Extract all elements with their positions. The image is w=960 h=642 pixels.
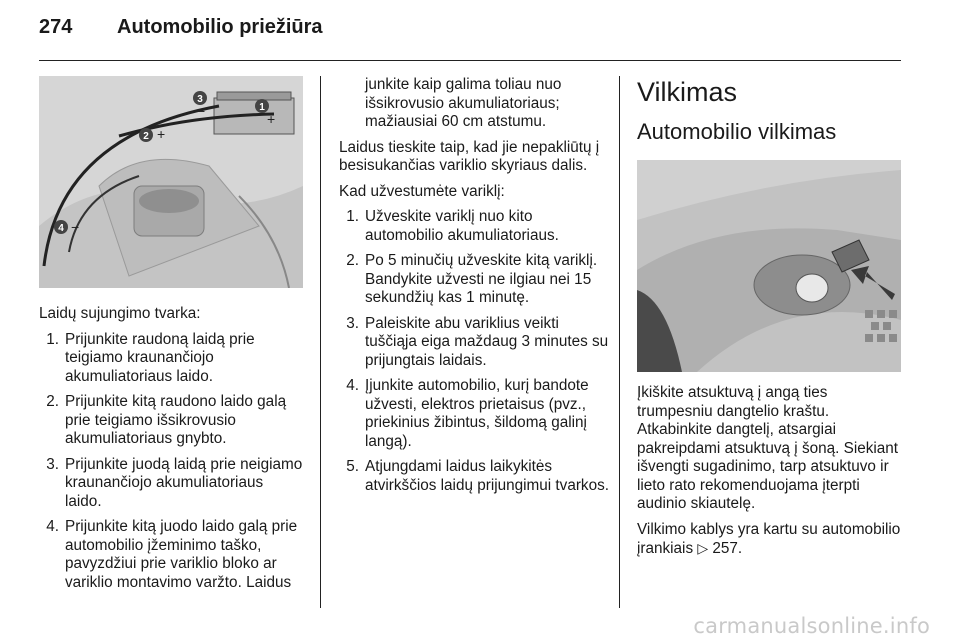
step-text: Prijunkite juodą laidą prie neigiamo kraunančiojo akumuliatoriaus laido. [65, 455, 303, 510]
page-reference-icon: ▷ [697, 540, 709, 556]
cable-routing-paragraph: Laidus tieskite taip, kad jie nepakliūtų į besisukančias variklio skyriaus dalis. [339, 138, 600, 174]
header-divider [39, 60, 901, 61]
list-item [39, 456, 303, 512]
marker-4-label: 4 [58, 223, 64, 234]
tow-eye-cover-illustration [637, 160, 901, 372]
page-header [39, 16, 323, 39]
list-item [39, 393, 303, 449]
step-text: Prijunkite kitą juodo laido galą prie automobilio įžeminimo taško, pavyzdžiui prie variklio bloko ar variklio montavimo varžto. Laidus [65, 518, 298, 591]
engine-bay-graphic [39, 76, 303, 288]
marker-2-sign: + [157, 126, 166, 142]
step-text: Prijunkite raudoną laidą prie teigiamo kraunančiojo akumuliatoriaus laido. [65, 330, 255, 385]
jump-start-illustration [39, 76, 303, 288]
left-column [39, 76, 303, 599]
marker-3-label: 3 [197, 94, 203, 105]
step-text: Paleiskite abu variklius veikti tuščiąja eiga maždaug 3 minutes su prijungtais laidais. [365, 314, 609, 369]
list-item [339, 458, 609, 495]
column-divider-right [619, 76, 620, 608]
list-item [339, 252, 609, 308]
tow-eye-text: Vilkimo kablys yra kartu su automobilio įrankiais [637, 520, 901, 557]
section-subheading: Automobilio vilkimas [637, 119, 837, 144]
step-number: 4. [346, 377, 359, 394]
list-item [39, 518, 303, 592]
marker-1-label: 1 [259, 102, 265, 113]
bumper-graphic [637, 160, 901, 372]
step-text: Po 5 minučių užveskite kitą variklį. Bandykite užvesti ne ilgiau nei 15 sekundžių kas 1 minutę. [365, 252, 598, 306]
list-item [339, 377, 609, 451]
right-column [637, 76, 901, 566]
start-engine-intro: Kad užvestumėte variklį: [339, 182, 505, 200]
marker-1-sign: + [267, 111, 276, 127]
marker-4-sign: − [71, 219, 80, 235]
start-steps-list [339, 208, 609, 495]
tow-eye-location [637, 521, 901, 559]
marker-2-label: 2 [143, 131, 149, 142]
tow-cover-instructions: Įkiškite atsuktuvą į angą ties trumpesniu dangtelio kraštu. Atkabinkite dangtelį, atsargiai pakreipdami atsuktuvą į šoną. Siekiant išvengti sugadinimo, tarp atsuktuvo ir lieto rato rekomenduojama įterpti audinio skiautelę. [637, 384, 899, 512]
page-reference-link[interactable]: 257. [712, 540, 743, 557]
step-text: Įjunkite automobilio, kurį bandote užvesti, elektros prietaisus (pvz., priekinius žibintus, šildomą galinį langą). [365, 377, 589, 450]
section-heading: Vilkimas [637, 77, 738, 107]
step-number: 4. [46, 518, 59, 535]
connection-steps-list [39, 331, 303, 593]
step-number: 2. [346, 252, 359, 269]
page-number: 274 [39, 16, 73, 38]
step-text: Užveskite variklį nuo kito automobilio akumuliatoriaus. [365, 208, 559, 244]
step-number: 5. [346, 458, 359, 475]
step-number: 3. [346, 314, 359, 332]
continued-step-text: junkite kaip galima toliau nuo išsikrovusio akumuliatoriaus; mažiausiai 60 cm atstumu. [365, 76, 562, 130]
watermark: carmanualsonline.info [693, 614, 930, 638]
step-number: 1. [346, 208, 359, 225]
step-number: 3. [46, 455, 59, 473]
step-text: Atjungdami laidus laikykitės atvirkščios laidų prijungimui tvarkos. [365, 458, 609, 494]
marker-3-sign: − [197, 103, 206, 119]
middle-column [339, 76, 609, 502]
step-text: Prijunkite kitą raudono laido galą prie teigiamo išsikrovusio akumuliatoriaus gnybto. [65, 393, 287, 447]
step-number: 2. [46, 393, 59, 410]
page-title: Automobilio priežiūra [117, 16, 323, 38]
connection-order-intro: Laidų sujungimo tvarka: [39, 305, 201, 322]
list-item [339, 315, 609, 371]
step-number: 1. [46, 330, 59, 348]
list-item [339, 208, 609, 245]
column-divider-left [320, 76, 321, 608]
list-item [39, 331, 303, 387]
